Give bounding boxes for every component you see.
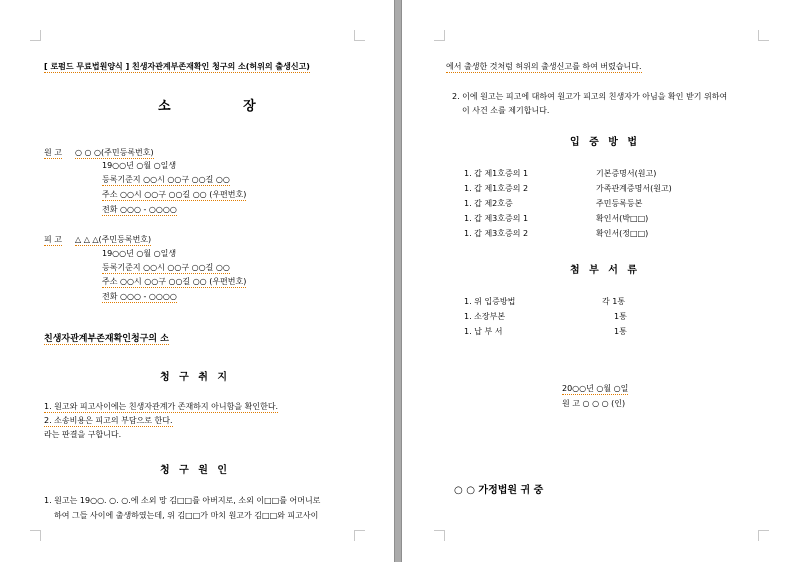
plaintiff-birth: 19○○년 ○월 ○일생 xyxy=(102,161,177,170)
evidence-code: 1. 갑 제1호증의 2 xyxy=(464,184,529,193)
evidence-doc: 가족관계증명서(원고) xyxy=(596,184,672,193)
crop-mark-top-right xyxy=(758,30,769,41)
crop-mark-bottom-left xyxy=(434,530,445,541)
plaintiff-address: 주소 ○○시 ○○구 ○○길 ○○ (우편번호) xyxy=(102,190,247,199)
claim-cause-item-2-line-1: 2. 이에 원고는 피고에 대하여 원고가 피고의 친생자가 아님을 확인 받기 위하여 xyxy=(452,92,728,101)
claim-cause-line-1: 1. 원고는 19○○. ○. ○.에 소외 망 김□□를 아버지로, 소외 이□□를 어머니로 xyxy=(44,496,321,505)
evidence-doc: 기본증명서(원고) xyxy=(596,169,657,178)
claim-cause-heading: 청 구 원 인 xyxy=(160,465,231,476)
plaintiff-name: ○ ○ ○(주민등록번호) xyxy=(75,148,154,157)
claim-cause-line-2: 하여 그들 사이에 출생하였는데, 위 김□□가 마치 원고가 김□□와 피고사이 xyxy=(54,511,319,520)
case-title: 친생자관계부존재확인청구의 소 xyxy=(44,334,169,344)
evidence-heading: 입 증 방 법 xyxy=(570,137,641,148)
crop-mark-top-right xyxy=(354,30,365,41)
document-page-2 xyxy=(402,0,800,562)
crop-mark-top-left xyxy=(434,30,445,41)
crop-mark-bottom-right xyxy=(354,530,365,541)
filing-date: 20○○년 ○월 ○일 xyxy=(562,384,629,393)
claim-purpose-line-1: 1. 원고와 피고사이에는 친생자관계가 존재하지 아니함을 확인한다. xyxy=(44,402,279,411)
document-title: 소 장 xyxy=(158,99,290,114)
evidence-code: 1. 갑 제1호증의 1 xyxy=(464,169,529,178)
defendant-name: △ △ △(주민등록번호) xyxy=(75,235,152,244)
claim-purpose-line-2: 2. 소송비용은 피고의 부담으로 한다. xyxy=(44,416,173,425)
claim-purpose-heading: 청 구 취 지 xyxy=(160,372,231,383)
evidence-code: 1. 갑 제3호증의 2 xyxy=(464,229,529,238)
evidence-doc: 확인서(정□□) xyxy=(596,229,649,238)
evidence-code: 1. 갑 제3호증의 1 xyxy=(464,214,529,223)
document-header: [ 로펌드 무료법원양식 ] 친생자관계부존재확인 청구의 소(허위의 출생신고) xyxy=(44,62,310,71)
defendant-registered-address: 등록기준지 ○○시 ○○구 ○○길 ○○ xyxy=(102,263,230,272)
attachment-name: 1. 소장부본 xyxy=(464,312,506,321)
attachment-count: 1통 xyxy=(614,312,627,321)
plaintiff-label: 원 고 xyxy=(44,148,62,157)
evidence-doc: 주민등록등본 xyxy=(596,199,643,208)
defendant-phone: 전화 ○○○ - ○○○○ xyxy=(102,292,177,301)
claim-purpose-line-3: 라는 판결을 구합니다. xyxy=(44,430,122,439)
evidence-doc: 확인서(박□□) xyxy=(596,214,649,223)
defendant-label: 피 고 xyxy=(44,235,62,244)
document-page-1 xyxy=(0,0,394,562)
evidence-code: 1. 갑 제2호증 xyxy=(464,199,513,208)
attachment-count: 1통 xyxy=(614,327,627,336)
crop-mark-bottom-right xyxy=(758,530,769,541)
plaintiff-phone: 전화 ○○○ - ○○○○ xyxy=(102,205,177,214)
plaintiff-registered-address: 등록기준지 ○○시 ○○구 ○○길 ○○ xyxy=(102,175,230,184)
crop-mark-bottom-left xyxy=(30,530,41,541)
crop-mark-top-left xyxy=(30,30,41,41)
defendant-birth: 19○○년 ○월 ○일생 xyxy=(102,249,177,258)
attachment-count: 각 1통 xyxy=(602,297,626,306)
plaintiff-signature: 원 고 ○ ○ ○ (인) xyxy=(562,399,626,408)
defendant-address: 주소 ○○시 ○○구 ○○길 ○○ (우편번호) xyxy=(102,277,247,286)
claim-cause-continuation: 에서 출생한 것처럼 허위의 출생신고를 하여 버렸습니다. xyxy=(446,62,642,71)
attachment-name: 1. 납 부 서 xyxy=(464,327,503,336)
attachments-heading: 첨 부 서 류 xyxy=(570,265,641,276)
attachment-name: 1. 위 입증방법 xyxy=(464,297,516,306)
court-addressee: ○ ○ 가정법원 귀 중 xyxy=(454,485,544,496)
claim-cause-item-2-line-2: 이 사건 소를 제기합니다. xyxy=(462,106,550,115)
